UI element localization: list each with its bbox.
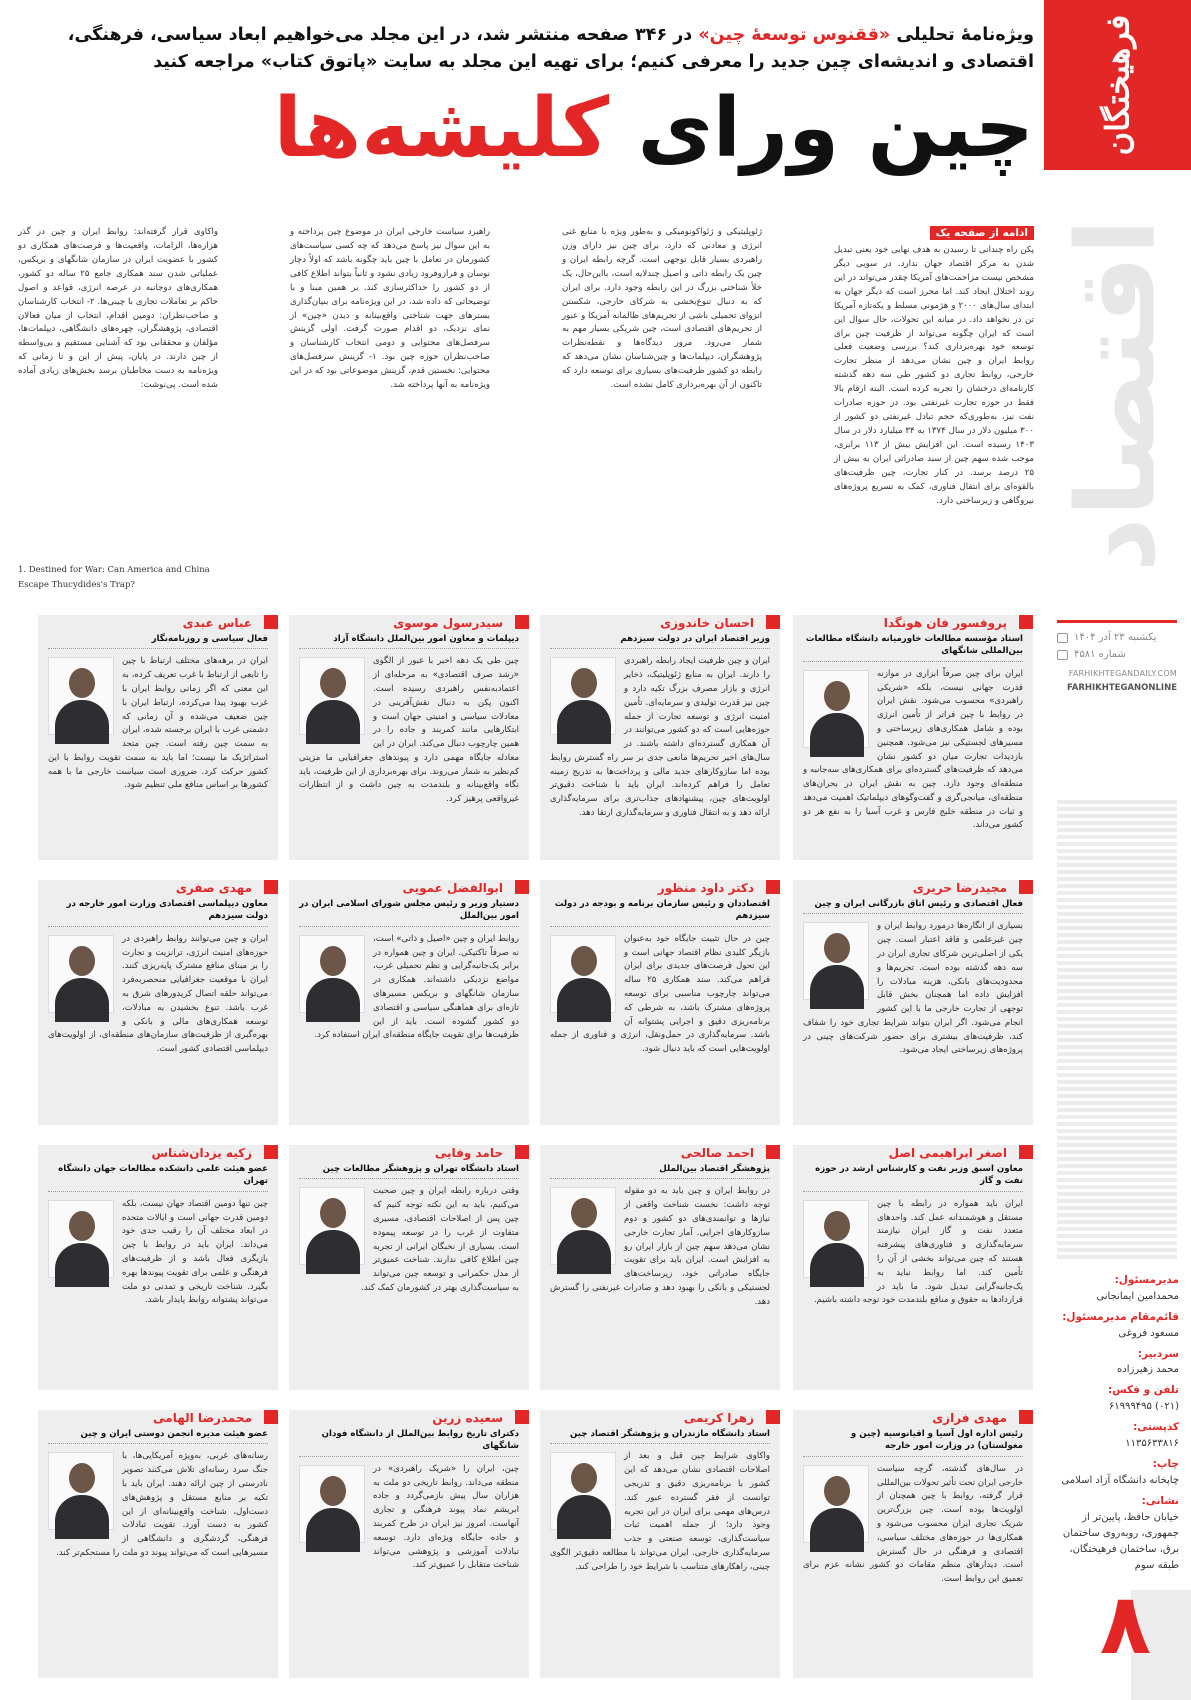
decorative-bar [1057,1003,1177,1007]
decorative-bar [1057,1031,1177,1035]
profile-card [793,615,1033,860]
profile-namebar [289,1410,529,1426]
portrait-photo [803,1200,869,1278]
corner-marker [264,880,278,894]
decorative-bar [1057,1199,1177,1203]
profile-body [550,933,770,1057]
profile-card [289,880,529,1125]
portrait-photo [299,935,365,1013]
staff-value: چاپخانه دانشگاه آزاد اسلامی [1061,1474,1179,1486]
profile-name: احسان خاندوزی [660,616,754,630]
decorative-bar [1057,1157,1177,1161]
corner-marker [1019,1145,1033,1159]
decorative-bar [1057,905,1177,909]
decorative-bar [1057,989,1177,993]
corner-marker [766,615,780,629]
decorative-bar [1057,996,1177,1000]
profile-namebar [38,1145,278,1161]
decorative-bar [1057,856,1177,860]
profile-quote: رسانه‌های غربی، به‌ویژه آمریکایی‌ها، با جنگ سرد رسانه‌ای تلاش می‌کنند تصویر نادرستی از چین ارائه دهند. ایران باید با تکیه بر منابع مستقل و پژوهش‌های دست‌اول، شناخت واقع‌بینانه‌ای از این کشور به دست آورد. تقویت تبادلات فرهنگی، گردشگری و دانشگاهی از مسیرهایی است که می‌تواند پیوند دو ملت را مستحکم‌تر کند. [56,1451,268,1558]
profile-card [540,1145,780,1390]
decorative-bar [1057,1220,1177,1224]
page-header [18,22,1034,177]
intro-after: در ۳۴۶ صفحه منتشر شد، در این مجلد می‌خواهیم ابعاد سیاسی، فرهنگی، اقتصادی و اندیشه‌ای چین جدید را معرفی کنیم؛ برای تهیه این مجلد به سایت «پاتوق کتاب» مراجعه کنید [67,25,1034,73]
intro-text [18,22,1034,76]
profile-card [289,1145,529,1390]
decorative-bar [1057,947,1177,951]
profile-name: ابوالفضل عمویی [402,881,503,895]
portrait-shoulders [55,1495,109,1539]
intro-book-title: «ققنوس توسعهٔ چین» [698,25,891,45]
corner-marker [766,880,780,894]
article-column [831,226,1035,612]
staff-value: محمدامین ایمانجانی [1096,1290,1179,1302]
profile-role: دستیار وزیر و رئیس مجلس شورای اسلامی ایران در امور بین‌الملل [299,898,519,927]
profile-namebar [540,615,780,631]
profile-name: دکتر داود منظور [657,881,754,895]
continued-label: ادامه از صفحه یک [930,226,1034,240]
decorative-bar [1057,877,1177,881]
decorative-bar [1057,919,1177,923]
portrait-head [320,1198,346,1228]
issue-number: شماره ۴۵۸۱ [1074,649,1126,660]
headline-black: چین ورای [637,81,1034,177]
staff-value: محمد زهیرزاده [1117,1364,1179,1376]
article-text: واکاوی قرار گرفته‌اند: روابط ایران و چین در گذر هزاره‌ها، الزامات، واقعیت‌ها و فرصت‌های همکاری دو کشور با عضویت ایران در سازمان شانگهای و بریکس، عملیاتی شدن سند همکاری جامع ۲۵ ساله دو کشور، همکاری‌های دوجانبه در عرصه انرژی، قواعد و اصول حاکم بر تعاملات تجاری با چینی‌ها. ۲- انتخاب کارشناسان و صاحب‌نظران: دومین اقدام، انتخاب از میان فعالان اقتصادی، پژوهشگران، چهره‌های دانشگاهی، دیپلمات‌ها، مؤلفان و محققانی بود که آشنایی مستقیم و بی‌واسطه از چین دارند. در پایان، پیش از این و تا زمانی که ویژه‌نامه به دست مخاطبان برسد بخش‌های زیادی آماده شده است. پی‌نوشت: [15,227,218,391]
profile-body [299,1185,519,1295]
decorative-bar [1057,1087,1177,1091]
portrait-photo [550,657,616,735]
profile-quote: روابط ایران و چین «اصیل و ذاتی» است، نه صرفاً تاکتیکی. ایران و چین همواره در برابر یک‌جانبه‌گرایی و نظم تحمیلی غرب، مواضع نزدیکی داشته‌اند. همکاری در سازمان شانگهای و بریکس مسیرهای تازه‌ای برای هماهنگی سیاسی و اقتصادی دو کشور گشوده است. باید از این ظرفیت‌ها برای تقویت جایگاه منطقه‌ای ایران استفاده کرد. [314,933,519,1041]
decorative-bar [1057,1185,1177,1189]
decorative-bar [1057,961,1177,965]
profile-card [38,615,278,860]
decorative-bar [1057,1115,1177,1119]
profile-role: رئیس اداره اول آسیا و اقیانوسیه (چین و مغولستان) در وزارت امور خارجه [803,1428,1023,1457]
corner-marker [1019,1410,1033,1424]
article-column [559,226,763,612]
profile-name: مهدی فرازی [932,1411,1007,1425]
profile-card [540,615,780,860]
decorative-bar [1057,1080,1177,1084]
decorative-bar [1057,1066,1177,1070]
issue-meta [1057,620,1177,695]
decorative-bar [1057,1010,1177,1014]
decorative-bar [1057,1248,1177,1252]
decorative-bar [1057,828,1177,832]
section-label-text: اقتصاد [1055,217,1180,573]
portrait-head [69,946,95,976]
profile-namebar [540,880,780,896]
portrait-photo [299,657,365,735]
portrait-head [571,1463,597,1493]
decorative-bar [1057,940,1177,944]
portrait-shoulders [55,1243,109,1287]
profile-body [550,1450,770,1574]
portrait-photo [48,657,114,735]
profile-quote: چین، ایران را «شریک راهبردی» در منطقه می‌داند. روابط تاریخی دو ملت به هزاران سال پیش بازمی‌گردد و جاده ابریشم نماد پیوند فرهنگی و تجاری آنهاست. امروز نیز ایران در طرح کمربند و جاده جایگاه ویژه‌ای دارد. توسعه تبادلات آموزشی و پژوهشی می‌تواند شناخت متقابل را عمیق‌تر کند. [373,1463,519,1571]
profile-namebar [540,1410,780,1426]
decorative-bar [1057,1045,1177,1049]
portrait-shoulders [306,1508,360,1552]
corner-marker [1019,615,1033,629]
profile-card [540,1410,780,1678]
profile-role: عضو هیئت مدیره انجمن دوستی ایران و چین [48,1428,268,1444]
corner-marker [766,1410,780,1424]
profile-name: زکیه یزدان‌شناس [151,1146,252,1160]
corner-marker [515,1145,529,1159]
corner-marker [515,1410,529,1424]
decorative-bar [1057,1122,1177,1126]
corner-marker [766,1145,780,1159]
decorative-bar [1057,1206,1177,1210]
decorative-bar [1057,1094,1177,1098]
calendar-icon [1057,633,1068,643]
profile-body [803,920,1023,1058]
decorative-bar [1057,1241,1177,1245]
corner-marker [264,1410,278,1424]
corner-marker [264,615,278,629]
profile-card [540,880,780,1125]
profile-name: احمد صالحی [680,1146,754,1160]
profile-namebar [289,880,529,896]
decorative-bar [1057,870,1177,874]
profile-quote: چین طی یک دهه اخیر با عبور از الگوی «رشد صرف اقتصادی» به مرحله‌ای از اعتمادبه‌نفس راهبردی رسیده است. اکنون پکن به دنبال نقش‌آفرینی در معادلات سیاسی و امنیتی جهان است و ابتکارهایی مانند کمربند و جاده را در همین چارچوب دنبال می‌کند. ایران در این معادله جایگاه مهمی دارد و پیوندهای جغرافیایی ما مزیتی کم‌نظیر به شمار می‌روند. برای بهره‌برداری از این ظرفیت، باید نگاه واقع‌بینانه و بلندمدت به چین داشت و از انتظارات غیرواقعی پرهیز کرد. [299,656,519,805]
profile-name: سعیده زرین [432,1411,503,1425]
profile-body [803,668,1023,833]
portrait-shoulders [557,1495,611,1539]
profile-name: اصغر ابراهیمی اصل [888,1146,1007,1160]
profile-name: مهدی صفری [175,881,252,895]
decorative-bar [1057,1164,1177,1168]
decorative-bar [1057,807,1177,811]
profile-namebar [38,880,278,896]
decorative-bar [1057,849,1177,853]
decorative-bar [1057,863,1177,867]
decorative-bar [1057,1150,1177,1154]
portrait-shoulders [810,965,864,1009]
decorative-bar [1057,1059,1177,1063]
profile-quote: چین در حال تثبیت جایگاه خود به‌عنوان بازیگر کلیدی نظام اقتصاد جهانی است و این تحول فرصت‌های جدیدی برای ایران فراهم می‌کند. سند همکاری ۲۵ ساله می‌تواند چارچوب مناسبی برای توسعه پروژه‌های مشترک باشد، به شرطی که برنامه‌ریزی دقیق و اجرایی پشتوانه آن باشد. سرمایه‌گذاری در حمل‌ونقل، انرژی و فناوری از جمله اولویت‌هایی است که باید دنبال شود. [550,933,771,1055]
staff-label: سردبیر: [1137,1347,1179,1360]
staff-box [1057,1268,1179,1574]
portrait-photo [48,1452,114,1530]
profile-role: اقتصاددان و رئیس سازمان برنامه و بودجه در دولت سیزدهم [550,898,770,927]
headline-red: کلیشه‌ها [273,81,610,177]
profile-quote: ایران و چین می‌توانند روابط راهبردی در حوزه‌های امنیت انرژی، ترانزیت و تجارت را بر مبنای منافع مشترک پایه‌ریزی کنند. ایران با موقعیت جغرافیایی منحصر‌به‌فرد می‌تواند حلقه اتصال کریدورهای شرق به غرب باشد. تنوع بخشیدن به مبادلات، توسعه همکاری‌های مالی و بانکی و بهره‌گیری از ظرفیت‌های سازمان‌های منطقه‌ای، از اولویت‌های دیپلماسی اقتصادی کشور است. [48,933,268,1055]
intro-before: ویژه‌نامهٔ تحلیلی [896,25,1034,45]
decorative-bar [1057,884,1177,888]
main-article [15,226,1035,614]
profile-body [299,655,519,806]
portrait-photo [299,1465,365,1543]
decorative-bar [1057,954,1177,958]
decorative-bar [1057,1213,1177,1217]
profile-body [48,1450,268,1560]
portrait-photo [803,670,869,748]
profile-body [550,655,770,820]
profile-quote: ایران باید همواره در رابطه با چین مستقل و هوشمندانه عمل کند. واحدهای متعدد نفت و گاز ایران نیازمند سرمایه‌گذاری و فناوری‌های پیشرفته هستند که چین می‌تواند بخشی از آن را تأمین کند. اما روابط نباید به یک‌جانبه‌گرایی تبدیل شود. ما باید در قراردادها به حقوق و منافع بلندمدت خود توجه داشته باشیم. [813,1198,1023,1306]
profile-card [289,1410,529,1678]
portrait-head [824,933,850,963]
portrait-photo [550,1452,616,1530]
date-row [1057,629,1177,646]
portrait-head [824,681,850,711]
decorative-bar [1057,1129,1177,1133]
portrait-photo [48,1200,114,1278]
profile-role: فعال اقتصادی و رئیس اتاق بازرگانی ایران و چین [803,898,1023,914]
profile-role: معاون دیپلماسی اقتصادی وزارت امور خارجه در دولت سیزدهم [48,898,268,927]
decorative-bar [1057,835,1177,839]
portrait-head [320,946,346,976]
profile-name: سیدرسول موسوی [393,616,503,630]
profile-role: دکترای تاریخ روابط بین‌الملل از دانشگاه فودان شانگهای [299,1428,519,1457]
profile-card [793,1410,1033,1678]
website[interactable]: FARHIKHTEGANDAILY.COM [1068,669,1177,678]
decorative-bar [1057,1136,1177,1140]
profile-name: عباس عبدی [182,616,252,630]
profile-role: پژوهشگر اقتصاد بین‌الملل [550,1163,770,1179]
profile-name: محمدرضا الهامی [153,1411,252,1425]
portrait-shoulders [810,713,864,757]
profile-card [289,615,529,860]
profile-role: فعال سیاسی و روزنامه‌نگار [48,633,268,649]
decorative-bar [1057,982,1177,986]
portrait-head [320,668,346,698]
profile-namebar [38,1410,278,1426]
profile-namebar [289,615,529,631]
portrait-head [824,1476,850,1506]
profile-card [793,1145,1033,1390]
profile-role: وزیر اقتصاد ایران در دولت سیزدهم [550,633,770,649]
profile-card [38,880,278,1125]
footnote: 1. Destined for War: Can America and China Escape Thucydides's Trap? [18,565,210,590]
profile-quote: بسیاری از انگاره‌ها درمورد روابط ایران و چین غیرعلمی و فاقد اعتبار است. چین یکی از اصلی‌ترین شرکای تجاری ایران در سه دهه گذشته بوده است. تحریم‌ها و محدودیت‌های بانکی، هزینه مبادلات را افزایش داده اما همچنان بخش قابل توجهی از تجارت خارجی ما با این کشور انجام می‌شود. اگر ایران بتواند شرایط تجاری خود را شفاف کند، ظرفیت‌های بیشتری برای حضور شرکت‌های چینی در پروژه‌های زیرساختی ایجاد می‌شود. [803,921,1023,1056]
decorative-bar [1057,1038,1177,1042]
decorative-bar [1057,821,1177,825]
staff-value: خیابان حافظ، پایین‌تر از جمهوری، روبه‌روی ساختمان برق، ساختمان فرهیختگان، طبقه سوم [1062,1511,1179,1571]
profile-card [793,880,1033,1125]
profile-namebar [38,615,278,631]
profile-body [803,1463,1023,1587]
profile-quote: واکاوی شرایط چین قبل و بعد از اصلاحات اقتصادی نشان می‌دهد که این کشور با برنامه‌ریزی دقیق و تدریجی توانست از فقر گسترده عبور کند. درس‌های مهمی برای ایران در این تجربه وجود دارد؛ از جمله اهمیت ثبات سیاست‌گذاری، توسعه صنعتی و جذب سرمایه‌گذاری خارجی. ایران می‌تواند با مطالعه دقیق‌تر الگوی چینی، راهکارهای متناسب با شرایط خود را طراحی کند. [550,1451,770,1572]
headline [18,81,1034,177]
profile-quote: ایران و چین ظرفیت ایجاد رابطه راهبردی را دارند. ایران به منابع ژئوپلیتیک، ذخایر انرژی و بازار مصرف بزرگ تکیه دارد و چین نیز قدرت تولیدی و سرمایه‌ای. تأمین امنیت انرژی و توسعه تجارت از جمله حوزه‌هایی است که دو کشور می‌توانند در آن همکاری گسترده‌ای داشته باشند. در سال‌های اخیر تحریم‌ها مانعی جدی بر سر راه گسترش روابط بوده اما سازوکارهای جدید مالی و پرداخت‌ها به تدریج زمینه تعامل را فراهم کرده‌اند. ایران باید با شناخت دقیق‌تر اولویت‌های چین، پیشنهادهای جذاب‌تری برای سرمایه‌گذاری ارائه دهد و به انتقال فناوری و سرمایه‌گذاری ارتقا دهد. [550,656,770,818]
profile-name: زهرا کریمی [683,1411,754,1425]
staff-label: کدپستی: [1133,1421,1179,1434]
profile-namebar [793,880,1033,896]
decorative-bar [1057,1052,1177,1056]
decorative-bar [1057,800,1177,804]
decorative-bar [1057,842,1177,846]
staff-value: (۰۲۱) ۶۱۹۹۹۴۹۵ [1108,1401,1179,1413]
profile-namebar [793,1145,1033,1161]
profile-body [803,1198,1023,1308]
decorative-bar [1057,1171,1177,1175]
decorative-bar [1057,1192,1177,1196]
instagram-handle[interactable]: FARHIKHTEGANONLINE [1066,682,1177,693]
profile-body [299,1463,519,1573]
decorative-bar [1057,898,1177,902]
portrait-head [320,1476,346,1506]
decorative-bar [1057,926,1177,930]
profile-body [550,1185,770,1309]
staff-label: مدیرمسئول: [1114,1274,1179,1286]
profile-role: استاد دانشگاه مازندران و پژوهشگر اقتصاد چین [550,1428,770,1444]
portrait-head [824,1211,850,1241]
profile-namebar [793,615,1033,631]
decorative-bar [1057,1024,1177,1028]
page-number: ۸ [1099,1575,1151,1673]
staff-label: قائم‌مقام مدیرمسئول: [1062,1310,1179,1323]
decorative-bar [1057,1017,1177,1021]
profile-card [38,1145,278,1390]
portrait-head [69,1211,95,1241]
article-column [15,226,218,526]
staff-label: چاپ: [1152,1457,1179,1470]
newspaper-icon [1057,650,1068,660]
portrait-shoulders [557,1230,611,1274]
decorative-bar [1057,1178,1177,1182]
section-label [1044,175,1191,615]
portrait-shoulders [55,700,109,744]
article-text: راهبرد سیاست خارجی ایران در موضوع چین پرداخته و به این سوال نیز پاسخ می‌دهد که چه کسی سیاست‌های کشورمان در تعامل با چین باید چگونه باشد که اولاً دچار نوسان و فرازوفرود زیادی نشود و ثانیاً بتواند اطلاع کافی از دو کشور را حداکثرسازی کند. بر همین مبنا و با توضیحاتی که داده شد، در این ویژه‌نامه برای بنیان‌گذاری بسترهای جهت شناختی واقع‌بینانه و دیدن «چین» از نمای نزدیک، دو اقدام صورت گرفت. اولی گزینش سرفصل‌های محتوایی و دومی انتخاب کارشناسان و صاحب‌نظران حوزه چین بود. ۱- گزینش سرفصل‌های محتوایی: نخستین قدم، گزینش موضوعاتی بود که در این ویژه‌نامه به آنها پرداخته شد. [287,227,490,391]
profile-card [38,1410,278,1678]
portrait-shoulders [810,1243,864,1287]
profile-role: معاون اسبق وزیر نفت و کارشناس ارشد در حوزه نفت و گاز [803,1163,1023,1192]
portrait-photo [550,1187,616,1265]
profile-role: دیپلمات و معاون امور بین‌الملل دانشگاه آزاد [299,633,519,649]
profile-quote: در سال‌های گذشته، گرچه سیاست خارجی ایران تحت تأثیر تحولات بین‌المللی قرار گرفته، روابط با چین همچنان از اولویت‌ها بوده است. چین بزرگ‌ترین شریک تجاری ایران محسوب می‌شود و همکاری‌ها در حوزه‌های مختلف سیاسی، اقتصادی و فرهنگی در حال گسترش است. دیدارهای منظم مقامات دو کشور نشانه عزم برای تعمیق این روابط است. [803,1463,1023,1585]
profile-namebar [540,1145,780,1161]
right-strip [1044,0,1191,1700]
portrait-photo [803,922,869,1000]
profile-role: استاد دانشگاه تهران و پژوهشگر مطالعات چین [299,1163,519,1179]
decorative-bar [1057,975,1177,979]
article-text: پکن راه چندانی تا رسیدن به هدف نهایی خود یعنی تبدیل شدن به مرکز اقتصاد جهان ندارد. در سویی دیگر مشخص نیست مزاحمت‌های آمریکا چقدر می‌تواند در این روند اختلال ایجاد کند. اما محرز است که دیگر جهان به ابتدای سال‌های ۲۰۰۰ و هژمونی مسلط و یکه‌تازه آمریکا تن در نخواهد داد. در میانه این تحولات، حال سوال این است که ایران چگونه می‌تواند از ظرفیت چین برای توسعه خود بهره‌برداری کند؟ بررسی وضعیت فعلی روابط ایران و چین نشان می‌دهد از منظر تجارت خارجی، روابط تجاری دو کشور طی سه دهه گذشته کارنامه‌ای درخشان را تجربه کرده است. البته ارقام بالا فقط در حوزه تجارت غیرنفتی بود. در حوزه صادرات نفت نیز، به‌طوری‌که حجم تبادل غیرنفتی دو کشور از ۳۰۰ میلیون دلار در سال ۱۳۷۴ به ۳۴ میلیارد دلار در سال ۱۴۰۳ رسیده است. این افزایش بیش از ۱۱۳ برابری، موجب شده سهم چین از سبد صادراتی ایران به بیش از ۲۵ درصد برسد. در کنار تجارت، چین ظرفیت‌های بالقوه‌ای برای انتقال فناوری، کمک به تسریع پروژه‌های نیروگاهی و زیرساختی دارد. [831,245,1035,506]
portrait-shoulders [306,978,360,1022]
staff-value: مسعود فروغی [1118,1327,1179,1339]
portrait-head [69,1463,95,1493]
decorative-bar [1057,1234,1177,1238]
decorative-bar [1057,814,1177,818]
portrait-head [571,668,597,698]
portrait-shoulders [55,978,109,1022]
profile-body [48,933,268,1057]
portrait-photo [803,1465,869,1543]
portrait-head [571,946,597,976]
decorative-bar [1057,1108,1177,1112]
decorative-bars [1057,800,1177,1270]
profile-quote: چین تنها دومین اقتصاد جهان نیست، بلکه دومین قدرت جهانی است و ایالات متحده در ابعاد مختلف آن را رقیب جدی خود می‌داند. ایران باید در روابط با چین بازیگری فعال باشد و از ظرفیت‌های فرهنگی و علمی برای تقویت پیوندها بهره بگیرد. شناخت تاریخی و تمدنی دو ملت می‌تواند پشتوانه روابط پایدار باشد. [122,1198,268,1306]
portrait-shoulders [810,1508,864,1552]
profile-quote: ایران در برهه‌های مختلف ارتباط با چین را تابعی از ارتباط با غرب تعریف کرده، به این معنی که اگر زمانی روابط ایران با غرب بهبود پیدا می‌کرده، ارتباط ایران با چین ضعیف می‌شده و آن زمانی که دشمنی غرب با ایران برجسته شده، ایران به سمت چین رفته است. چین متحد استراتژیک ما نیست؛ اما باید به سمت تقویت روابط با این کشور حرکت کرد. ضروری است سیاست خارجی ما با همه کشورها بر اساس منافع ملی تنظیم شود. [48,656,268,791]
corner-marker [1019,880,1033,894]
portrait-photo [550,935,616,1013]
profile-role: استاد مؤسسه مطالعات خاورمیانه دانشگاه مطالعات بین‌المللی شانگهای [803,633,1023,662]
issue-row [1057,646,1177,663]
decorative-bar [1057,912,1177,916]
decorative-bar [1057,1073,1177,1077]
decorative-bar [1057,968,1177,972]
portrait-shoulders [557,700,611,744]
profile-quote: وقتی درباره رابطه ایران و چین صحبت می‌کنیم، باید به این نکته توجه کنیم که چین پس از اصلاحات اقتصادی، مسیری متفاوت از غرب را در توسعه پیموده است. بسیاری از نخبگان ایرانی از تجربه چین اطلاع کافی ندارند. شناخت عمیق‌تر از مدل حکمرانی و توسعه چین می‌تواند به سیاست‌گذاری بهتر در کشورمان کمک کند. [361,1186,519,1293]
decorative-bar [1057,1227,1177,1231]
profile-namebar [793,1410,1033,1426]
staff-label: تلفن و فکس: [1107,1384,1179,1397]
profile-quote: در روابط ایران و چین باید به دو مقوله توجه داشت: نخست شناخت واقعی از نیازها و توانمندی‌های دو کشور و دوم سازوکارهای اجرایی. آمار تجارت خارجی نشان می‌دهد سهم چین از بازار ایران رو به افزایش است. ایران باید برای تقویت جایگاه صادراتی خود، زیرساخت‌های لجستیکی و بانکی را بهبود دهد و صادرات غیرنفتی را گسترش دهد. [550,1186,770,1307]
decorative-bar [1057,891,1177,895]
decorative-bar [1057,1143,1177,1147]
article-column [287,226,490,612]
staff-label: نشانی: [1141,1494,1179,1507]
portrait-photo [299,1187,365,1265]
staff-value: ۱۱۳۵۶۳۳۸۱۶ [1125,1437,1179,1449]
decorative-bar [1057,933,1177,937]
decorative-bar [1057,1255,1177,1259]
profile-body [48,655,268,793]
portrait-photo [48,935,114,1013]
corner-marker [264,1145,278,1159]
profile-quote: ایران برای چین صرفاً ابزاری در موازنه قدرت جهانی نیست، بلکه «شریکی راهبردی» محسوب می‌شود. نقش ایران در روابط با چین فراتر از تأمین انرژی بوده و شامل همکاری‌های زیرساختی و مسیرهای لجستیکی نیز می‌شود. همچنین بازدیدات تجارت میان دو کشور نشان می‌دهد که ظرفیت‌های گسترده‌ای برای همکاری‌های سه‌جانبه و منطقه‌ای وجود دارد. چین به نقش ایران در بحران‌های منطقه‌ای، میانجی‌گری و گفت‌وگوهای دیپلماتیک اهمیت می‌دهد و ثبات در منطقه خلیج فارس و غرب آسیا را به نفع هر دو کشور می‌داند. [803,668,1023,831]
decorative-bar [1057,1101,1177,1105]
profile-body [48,1198,268,1308]
corner-marker [515,615,529,629]
date: یکشنبه ۲۳ آذر ۱۴۰۴ [1074,632,1157,643]
profile-namebar [289,1145,529,1161]
profile-body [299,933,519,1043]
profile-name: حامد وفایی [434,1146,503,1160]
profile-name: مجیدرضا حریری [912,881,1007,895]
profile-role: عضو هیئت علمی دانشکده مطالعات جهان دانشگاه تهران [48,1163,268,1192]
portrait-shoulders [557,978,611,1022]
portrait-shoulders [306,700,360,744]
masthead-logo [1044,0,1191,170]
portrait-shoulders [306,1230,360,1274]
article-text: ژئوپلیتیکی و ژئواکونومیکی و به‌طور ویژه با منابع غنی انرژی و معادنی که دارد، برای چین نیز دارای وزن راهبردی بسیار قابل توجهی است. گرچه رابطه ایران و چین یک رابطه ذاتی و اصیل چندلایه است، بااین‌حال، یک خلأ شناختی بزرگ در این رابطه وجود دارد. برای ایران که به دنبال تنوع‌بخشی به شرکای خارجی، شکستن انزوای تحمیلی ناشی از تحریم‌های ظالمانه آمریکا و عبور از تحریم‌های اقتصادی است، چین شریکی بسیار مهم به شمار می‌رود. مرور دیدگاه‌ها و نقطه‌نظرات پژوهشگران، دیپلمات‌ها و چین‌شناسان نشان می‌دهد که رابطه دو کشور ظرفیت‌های بسیاری برای توسعه دارد که تاکنون از آن بهره‌برداری کامل نشده است. [559,227,763,391]
portrait-head [571,1198,597,1228]
profile-name: پروفسور فان هونگدا [883,616,1007,630]
masthead-logo-text: فرهیختگان [1098,14,1137,156]
portrait-head [69,668,95,698]
corner-marker [515,880,529,894]
